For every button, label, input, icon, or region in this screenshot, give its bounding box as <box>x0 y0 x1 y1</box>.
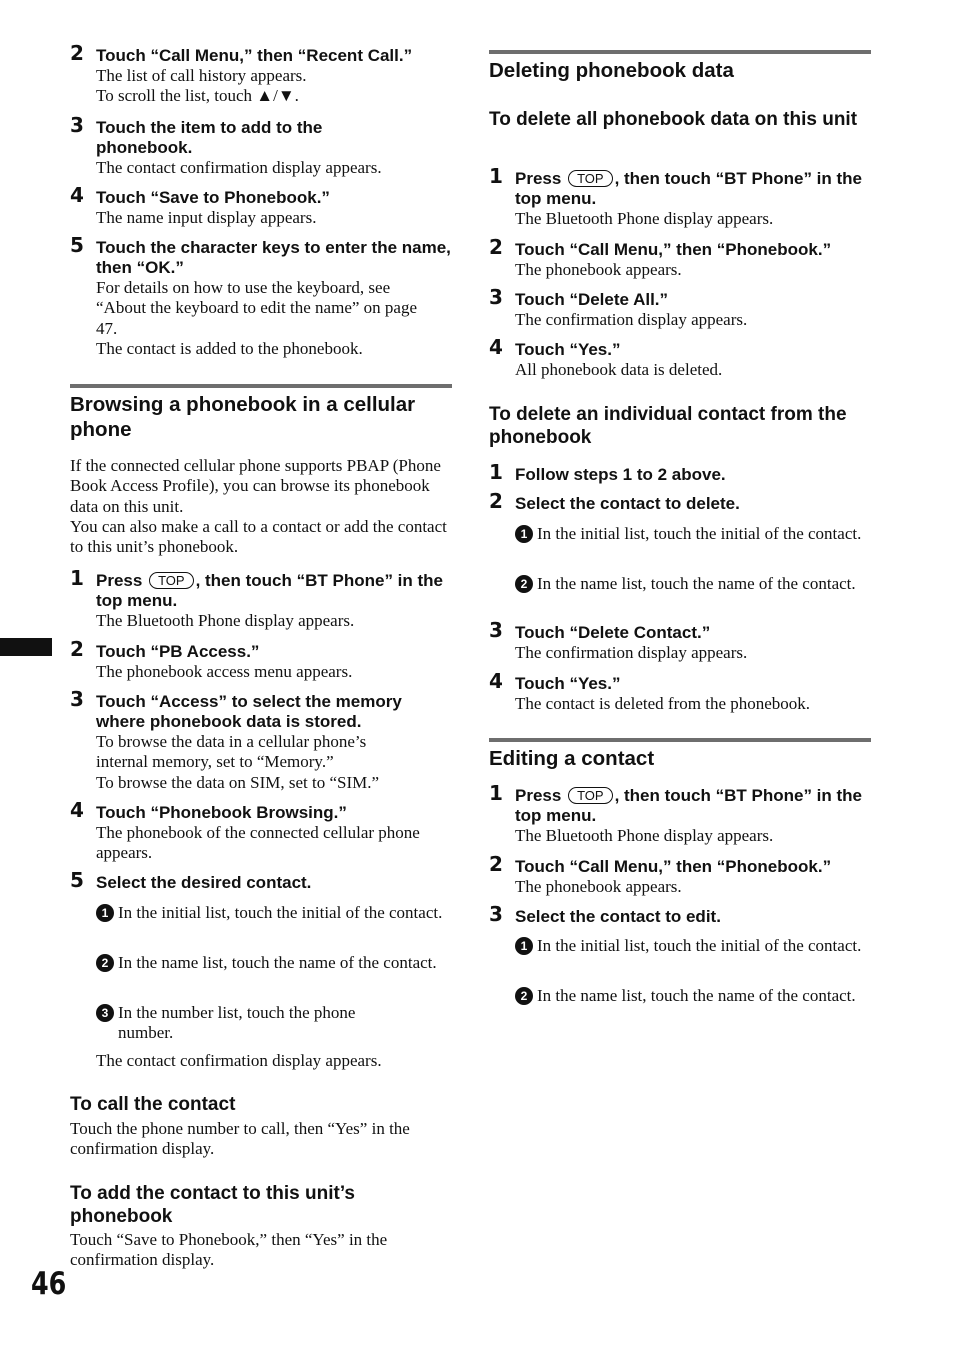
step-number: 2 <box>489 489 503 513</box>
step-title: Touch “Call Menu,” then “Phonebook.” <box>515 857 832 876</box>
step-title <box>515 786 871 826</box>
section-rule <box>489 738 871 742</box>
page-number: 46 <box>31 1266 67 1302</box>
step-text: , then touch “BT Phone” in the top menu. <box>515 786 862 825</box>
step-body: The Bluetooth Phone display appears. <box>96 611 355 630</box>
step-2-pb-access <box>70 637 452 682</box>
step-title <box>96 571 452 611</box>
substep-name-list <box>515 986 871 1006</box>
substep-number-list <box>96 1003 392 1044</box>
step-title <box>515 169 871 209</box>
individual-step-2-select <box>489 489 871 514</box>
step-body: The phonebook access menu appears. <box>96 662 353 681</box>
step-body: The Bluetooth Phone display appears. <box>515 209 774 228</box>
browsing-heading: Browsing a phonebook in a cellular phone <box>70 393 416 441</box>
circled-number-2: 2 <box>515 575 533 593</box>
individual-step-3-delete-contact <box>489 618 871 663</box>
step-number: 2 <box>489 852 503 876</box>
edit-step-1-press-top <box>489 781 871 846</box>
step-4-phonebook-browsing <box>70 798 452 864</box>
substep-initial-list <box>515 936 871 956</box>
step-body: The phonebook appears. <box>515 877 682 896</box>
step-number: 1 <box>489 460 503 484</box>
circled-number-1: 1 <box>515 525 533 543</box>
step-body: The confirmation display appears. <box>515 310 748 329</box>
step-body: The contact is added to the phonebook. <box>96 338 363 358</box>
step-number: 3 <box>489 902 503 926</box>
step-title: Select the contact to delete. <box>515 494 740 513</box>
step-title: Touch “Call Menu,” then “Recent Call.” <box>96 46 413 65</box>
step-body: The confirmation display appears. <box>515 643 748 662</box>
step-title: Touch “Access” to select the memory where phonebook data is stored. <box>96 692 402 731</box>
substep-initial-list <box>96 903 452 923</box>
step-title: Touch “Yes.” <box>515 340 621 359</box>
step-body: To browse the data in a cellular phone’s internal memory, set to “Memory.” <box>96 732 367 772</box>
step-number: 4 <box>489 669 503 693</box>
step-number: 3 <box>70 113 84 137</box>
deleting-heading: Deleting phonebook data <box>489 59 734 82</box>
substep-text: In the initial list, touch the initial of the contact. <box>537 524 862 543</box>
section-rule <box>489 50 871 54</box>
substep-name-list <box>96 953 452 973</box>
step-3-access-memory <box>70 687 452 793</box>
step-5-character-keys <box>70 233 452 359</box>
edit-step-3-select-contact <box>489 902 871 927</box>
step-1-press-top <box>70 566 452 631</box>
step-number: 5 <box>70 233 84 257</box>
step-4-save-phonebook <box>70 183 452 228</box>
step-number: 5 <box>70 868 84 892</box>
edit-step-2-phonebook <box>489 852 871 897</box>
step-number: 4 <box>70 798 84 822</box>
individual-step-4-yes <box>489 669 871 714</box>
top-key: TOP <box>568 787 613 804</box>
step-body: The phonebook appears. <box>515 260 682 279</box>
step-2-recent-call <box>70 41 452 107</box>
step-number: 4 <box>489 335 503 359</box>
step-body: The list of call history appears. <box>96 66 307 85</box>
circled-number-1: 1 <box>515 937 533 955</box>
step-title: Touch “Call Menu,” then “Phonebook.” <box>515 240 832 259</box>
step-title: Touch “Phonebook Browsing.” <box>96 803 347 822</box>
step-number: 1 <box>489 164 503 188</box>
step-title: Touch the item to add to the phonebook. <box>96 118 323 157</box>
step-title: Touch “PB Access.” <box>96 642 260 661</box>
step-result: The contact confirmation display appears. <box>96 1051 382 1070</box>
substep-text: In the number list, touch the phone number. <box>118 1003 356 1043</box>
call-contact-body: Touch the phone number to call, then “Yes” in the confirmation display. <box>70 1119 410 1159</box>
section-tab-marker <box>0 638 52 656</box>
circled-number-2: 2 <box>96 954 114 972</box>
step-number: 2 <box>70 41 84 65</box>
substep-name-list <box>515 574 871 594</box>
editing-heading: Editing a contact <box>489 747 655 770</box>
step-text: Press <box>96 571 143 590</box>
step-text: , then touch “BT Phone” in the top menu. <box>96 571 443 610</box>
top-key: TOP <box>149 572 194 589</box>
circled-number-1: 1 <box>96 904 114 922</box>
step-title: Touch “Delete All.” <box>515 290 669 309</box>
step-text: Press <box>515 786 562 805</box>
substep-text: In the name list, touch the name of the contact. <box>118 953 437 972</box>
step-body: The contact confirmation display appears. <box>96 158 382 177</box>
step-title: Touch “Delete Contact.” <box>515 623 711 642</box>
step-number: 2 <box>489 235 503 259</box>
substep-initial-list <box>515 524 871 544</box>
add-contact-heading: To add the contact to this unit’s phonebook <box>70 1183 355 1227</box>
step-body: All phonebook data is deleted. <box>515 360 723 379</box>
delete-step-1-press-top <box>489 164 871 229</box>
step-body: To scroll the list, touch ▲/▼. <box>96 86 299 106</box>
step-title: Touch the character keys to enter the name, then “OK.” <box>96 238 451 277</box>
step-text: Press <box>515 169 562 188</box>
step-number: 2 <box>70 637 84 661</box>
substep-text: In the initial list, touch the initial of the contact. <box>118 903 443 922</box>
step-number: 3 <box>489 285 503 309</box>
step-title: Touch “Save to Phonebook.” <box>96 188 330 207</box>
step-body: To browse the data on SIM, set to “SIM.” <box>96 772 380 792</box>
step-3-touch-item <box>70 113 452 178</box>
delete-step-2-phonebook <box>489 235 871 280</box>
circled-number-3: 3 <box>96 1004 114 1022</box>
delete-step-3-delete-all <box>489 285 871 330</box>
add-contact-body: Touch “Save to Phonebook,” then “Yes” in the confirmation display. <box>70 1230 388 1270</box>
delete-all-heading: To delete all phonebook data on this unit <box>489 109 858 130</box>
step-number: 3 <box>489 618 503 642</box>
substep-text: In the name list, touch the name of the contact. <box>537 986 856 1005</box>
individual-step-1-follow <box>489 460 871 485</box>
step-number: 3 <box>70 687 84 711</box>
delete-step-4-yes <box>489 335 871 380</box>
step-body: The contact is deleted from the phonebook. <box>515 694 811 713</box>
step-title: Touch “Yes.” <box>515 674 621 693</box>
section-rule <box>70 384 452 388</box>
step-title: Select the contact to edit. <box>515 907 721 926</box>
delete-individual-heading: To delete an individual contact from the phonebook <box>489 404 847 448</box>
call-contact-heading: To call the contact <box>70 1094 236 1115</box>
step-title: Select the desired contact. <box>96 873 312 892</box>
browsing-intro <box>70 456 452 557</box>
substep-text: In the initial list, touch the initial of the contact. <box>537 936 862 955</box>
step-body: The Bluetooth Phone display appears. <box>515 826 774 845</box>
substep-text: In the name list, touch the name of the contact. <box>537 574 856 593</box>
step-number: 1 <box>489 781 503 805</box>
step-number: 1 <box>70 566 84 590</box>
step-title: Follow steps 1 to 2 above. <box>515 465 726 484</box>
step-body: The phonebook of the connected cellular phone appears. <box>96 823 420 863</box>
step-text: , then touch “BT Phone” in the top menu. <box>515 169 862 208</box>
top-key: TOP <box>568 170 613 187</box>
circled-number-2: 2 <box>515 987 533 1005</box>
intro-paragraph: If the connected cellular phone supports PBAP (Phone Book Access Profile), you can browse its phonebook data on this unit. <box>70 456 441 516</box>
intro-paragraph: You can also make a call to a contact or add the contact to this unit’s phonebook. <box>70 516 447 557</box>
step-number: 4 <box>70 183 84 207</box>
step-5-select-contact <box>70 868 452 893</box>
step-body: For details on how to use the keyboard, see “About the keyboard to edit the name” on page 47. <box>96 278 417 338</box>
step-body: The name input display appears. <box>96 208 317 227</box>
